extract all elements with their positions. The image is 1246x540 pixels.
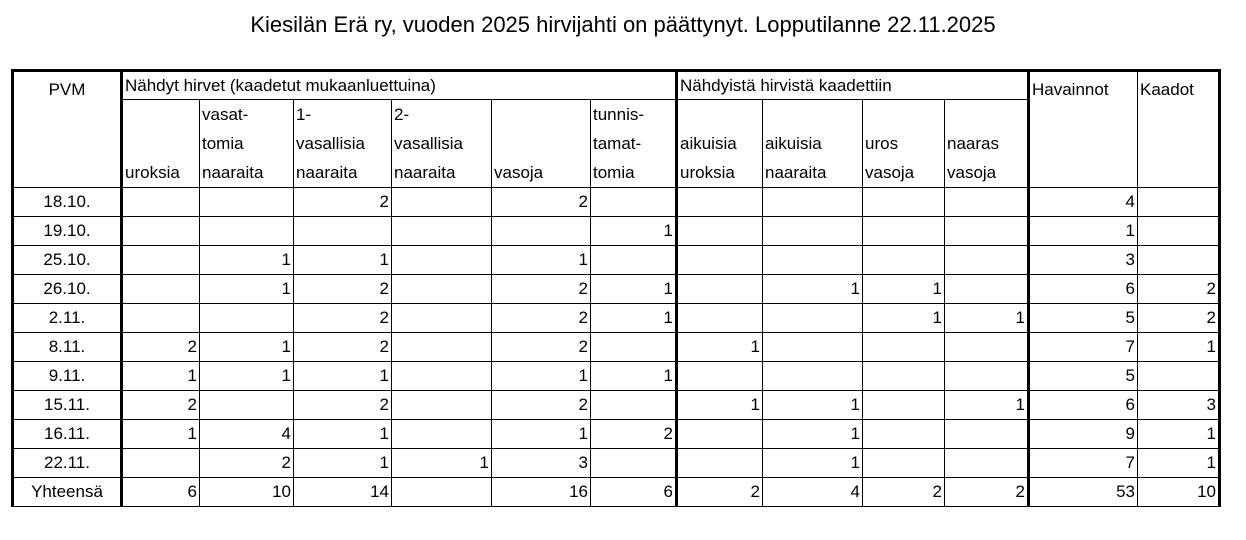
havainnot-cell: 5 xyxy=(1029,304,1138,333)
seen-cell: 2 xyxy=(294,304,392,333)
header-killed-group: Nähdyistä hirvistä kaadettiin xyxy=(677,71,1029,100)
seen-cell: 2 xyxy=(294,391,392,420)
kaadot-cell xyxy=(1138,246,1220,275)
seen-cell: 16 xyxy=(492,478,591,507)
kaadot-cell: 2 xyxy=(1138,275,1220,304)
seen-cell xyxy=(392,246,492,275)
killed-cell xyxy=(677,304,763,333)
killed-cell xyxy=(863,449,945,478)
havainnot-cell: 9 xyxy=(1029,420,1138,449)
seen-cell xyxy=(591,188,677,217)
killed-cell xyxy=(945,246,1029,275)
table-row xyxy=(13,333,1220,362)
killed-cell xyxy=(677,449,763,478)
seen-cell: 2 xyxy=(294,188,392,217)
havainnot-cell: 6 xyxy=(1029,275,1138,304)
killed-cell xyxy=(677,188,763,217)
seen-cell: 1 xyxy=(294,362,392,391)
hunting-results-table xyxy=(11,69,1221,507)
killed-cell xyxy=(677,246,763,275)
killed-cell xyxy=(863,333,945,362)
table-row xyxy=(13,246,1220,275)
killed-cell xyxy=(945,188,1029,217)
seen-cell: 1 xyxy=(492,420,591,449)
killed-cell: 2 xyxy=(945,478,1029,507)
seen-cell xyxy=(392,217,492,246)
date-cell: 22.11. xyxy=(13,449,122,478)
havainnot-cell: 7 xyxy=(1029,449,1138,478)
killed-cell: 1 xyxy=(763,420,863,449)
killed-cell xyxy=(945,275,1029,304)
killed-cell xyxy=(863,246,945,275)
killed-cell xyxy=(763,217,863,246)
kaadot-cell: 1 xyxy=(1138,449,1220,478)
killed-cell: 1 xyxy=(763,391,863,420)
header-killed-col: naaras vasoja xyxy=(945,100,1029,188)
seen-cell xyxy=(122,275,200,304)
seen-cell: 1 xyxy=(492,246,591,275)
seen-cell xyxy=(122,449,200,478)
header-killed-col: aikuisia naaraita xyxy=(763,100,863,188)
seen-cell: 1 xyxy=(122,420,200,449)
seen-cell: 2 xyxy=(492,333,591,362)
havainnot-cell: 4 xyxy=(1029,188,1138,217)
killed-cell xyxy=(863,391,945,420)
havainnot-cell: 6 xyxy=(1029,391,1138,420)
header-havainnot: Havainnot xyxy=(1029,71,1138,188)
seen-cell: 2 xyxy=(492,275,591,304)
seen-cell xyxy=(392,478,492,507)
seen-cell: 4 xyxy=(200,420,294,449)
header-killed-col: uros vasoja xyxy=(863,100,945,188)
seen-cell xyxy=(122,246,200,275)
killed-cell: 4 xyxy=(763,478,863,507)
havainnot-cell: 7 xyxy=(1029,333,1138,362)
killed-cell xyxy=(677,217,763,246)
seen-cell: 2 xyxy=(200,449,294,478)
table-row xyxy=(13,449,1220,478)
table-row xyxy=(13,362,1220,391)
havainnot-cell: 3 xyxy=(1029,246,1138,275)
killed-cell: 1 xyxy=(945,304,1029,333)
killed-cell xyxy=(763,304,863,333)
seen-cell xyxy=(591,246,677,275)
kaadot-cell: 10 xyxy=(1138,478,1220,507)
seen-cell: 1 xyxy=(591,304,677,333)
seen-cell: 14 xyxy=(294,478,392,507)
seen-cell xyxy=(392,391,492,420)
seen-cell: 10 xyxy=(200,478,294,507)
table-row xyxy=(13,275,1220,304)
killed-cell xyxy=(763,333,863,362)
date-cell: 19.10. xyxy=(13,217,122,246)
killed-cell xyxy=(945,362,1029,391)
seen-cell xyxy=(200,188,294,217)
seen-cell: 1 xyxy=(591,362,677,391)
date-cell: 25.10. xyxy=(13,246,122,275)
killed-cell: 1 xyxy=(863,304,945,333)
date-cell: 9.11. xyxy=(13,362,122,391)
killed-cell xyxy=(863,188,945,217)
date-cell: 26.10. xyxy=(13,275,122,304)
seen-cell xyxy=(392,304,492,333)
killed-cell: 1 xyxy=(863,275,945,304)
table-row xyxy=(13,391,1220,420)
seen-cell: 2 xyxy=(492,391,591,420)
killed-cell xyxy=(863,420,945,449)
havainnot-cell: 53 xyxy=(1029,478,1138,507)
header-seen-col: vasat- tomia naaraita xyxy=(200,100,294,188)
seen-cell: 1 xyxy=(200,333,294,362)
total-row xyxy=(13,478,1220,507)
date-cell: 2.11. xyxy=(13,304,122,333)
page-title: Kiesilän Erä ry, vuoden 2025 hirvijahti on päättynyt. Lopputilanne 22.11.2025 xyxy=(250,12,996,37)
killed-cell xyxy=(945,449,1029,478)
table-row xyxy=(13,420,1220,449)
header-seen-col: 2- vasallisia naaraita xyxy=(392,100,492,188)
seen-cell xyxy=(200,391,294,420)
header-kaadot: Kaadot xyxy=(1138,71,1220,188)
killed-cell xyxy=(763,246,863,275)
date-cell: 16.11. xyxy=(13,420,122,449)
seen-cell xyxy=(122,188,200,217)
seen-cell xyxy=(591,333,677,362)
seen-cell xyxy=(392,420,492,449)
killed-cell: 1 xyxy=(945,391,1029,420)
table-row xyxy=(13,188,1220,217)
seen-cell: 1 xyxy=(392,449,492,478)
seen-cell xyxy=(294,217,392,246)
kaadot-cell: 3 xyxy=(1138,391,1220,420)
seen-cell xyxy=(591,391,677,420)
header-seen-col: tunnis- tamat- tomia xyxy=(591,100,677,188)
killed-cell xyxy=(677,362,763,391)
seen-cell xyxy=(392,333,492,362)
killed-cell: 2 xyxy=(677,478,763,507)
date-cell: 18.10. xyxy=(13,188,122,217)
killed-cell: 1 xyxy=(677,391,763,420)
date-cell: 8.11. xyxy=(13,333,122,362)
seen-cell xyxy=(591,449,677,478)
table-row xyxy=(13,304,1220,333)
seen-cell: 2 xyxy=(294,333,392,362)
seen-cell: 2 xyxy=(492,188,591,217)
kaadot-cell: 1 xyxy=(1138,420,1220,449)
total-label: Yhteensä xyxy=(13,478,122,507)
seen-cell xyxy=(392,275,492,304)
seen-cell: 2 xyxy=(591,420,677,449)
killed-cell xyxy=(863,362,945,391)
havainnot-cell: 1 xyxy=(1029,217,1138,246)
header-pvm: PVM xyxy=(13,71,122,188)
seen-cell: 1 xyxy=(294,246,392,275)
kaadot-cell xyxy=(1138,188,1220,217)
seen-cell: 1 xyxy=(591,217,677,246)
havainnot-cell: 5 xyxy=(1029,362,1138,391)
seen-cell: 1 xyxy=(591,275,677,304)
kaadot-cell xyxy=(1138,362,1220,391)
kaadot-cell xyxy=(1138,217,1220,246)
seen-cell: 1 xyxy=(122,362,200,391)
seen-cell: 2 xyxy=(122,391,200,420)
seen-cell: 1 xyxy=(200,362,294,391)
seen-cell xyxy=(200,217,294,246)
seen-cell: 1 xyxy=(294,420,392,449)
killed-cell xyxy=(677,275,763,304)
kaadot-cell: 1 xyxy=(1138,333,1220,362)
header-seen-col: 1- vasallisia naaraita xyxy=(294,100,392,188)
kaadot-cell: 2 xyxy=(1138,304,1220,333)
seen-cell: 1 xyxy=(492,362,591,391)
header-killed-col: aikuisia uroksia xyxy=(677,100,763,188)
seen-cell xyxy=(392,362,492,391)
killed-cell xyxy=(945,217,1029,246)
killed-cell xyxy=(945,333,1029,362)
seen-cell xyxy=(200,304,294,333)
seen-cell xyxy=(392,188,492,217)
killed-cell xyxy=(763,362,863,391)
header-seen-col: vasoja xyxy=(492,100,591,188)
killed-cell: 1 xyxy=(763,449,863,478)
header-seen-group: Nähdyt hirvet (kaadetut mukaanluettuina) xyxy=(122,71,677,100)
seen-cell: 2 xyxy=(294,275,392,304)
killed-cell: 2 xyxy=(863,478,945,507)
killed-cell xyxy=(863,217,945,246)
seen-cell: 1 xyxy=(200,246,294,275)
seen-cell xyxy=(492,217,591,246)
seen-cell: 2 xyxy=(122,333,200,362)
killed-cell xyxy=(677,420,763,449)
seen-cell: 1 xyxy=(200,275,294,304)
seen-cell: 3 xyxy=(492,449,591,478)
seen-cell xyxy=(122,217,200,246)
killed-cell: 1 xyxy=(763,275,863,304)
header-seen-col: uroksia xyxy=(122,100,200,188)
killed-cell xyxy=(763,188,863,217)
seen-cell: 6 xyxy=(122,478,200,507)
seen-cell: 6 xyxy=(591,478,677,507)
killed-cell: 1 xyxy=(677,333,763,362)
seen-cell: 2 xyxy=(492,304,591,333)
date-cell: 15.11. xyxy=(13,391,122,420)
seen-cell: 1 xyxy=(294,449,392,478)
table-row xyxy=(13,217,1220,246)
killed-cell xyxy=(945,420,1029,449)
seen-cell xyxy=(122,304,200,333)
